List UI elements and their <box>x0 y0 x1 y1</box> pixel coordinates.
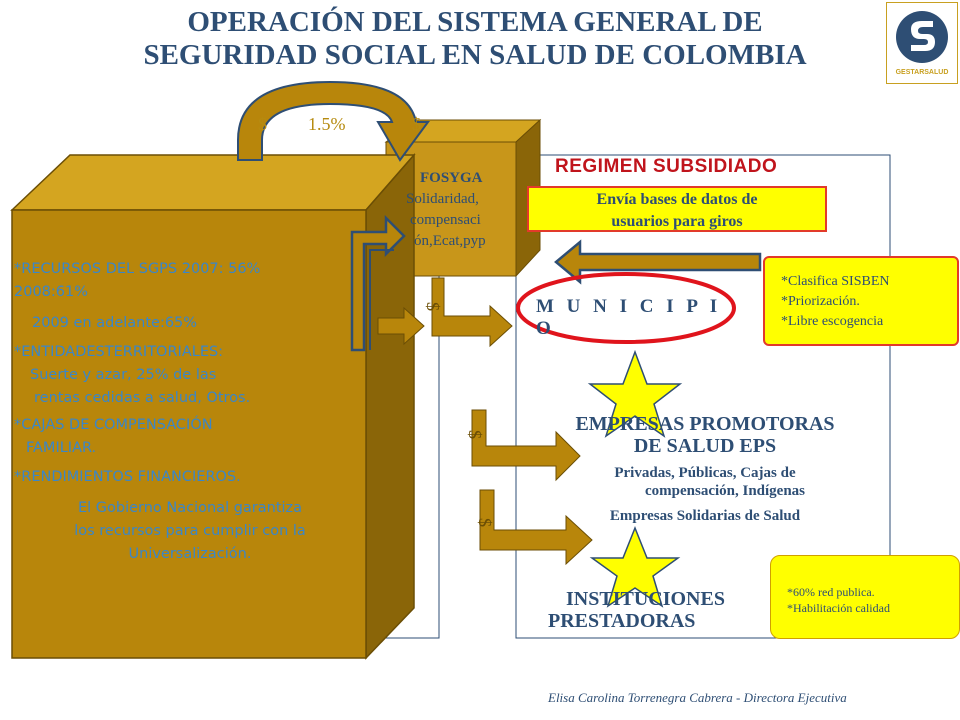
footer-author: Elisa Carolina Torrenegra Cabrera - Directora Ejecutiva <box>548 690 847 705</box>
title-line-1: OPERACIÓN DEL SISTEMA GENERAL DE <box>187 6 763 38</box>
resources-line: rentas cedidas a salud, Otros. <box>34 390 251 406</box>
resources-list <box>14 258 366 658</box>
eps-title <box>540 413 870 457</box>
resources-line: Universalización. <box>128 546 252 562</box>
ips-label <box>548 588 788 632</box>
eps-types <box>560 464 850 500</box>
resources-line: *RENDIMIENTOS FINANCIEROS. <box>14 469 241 485</box>
ips-line-2: PRESTADORAS <box>548 610 696 632</box>
municipio-label: M U N I C I P I O <box>536 296 722 339</box>
flow-currency-municipio: $ <box>423 302 443 311</box>
title-line-2: SEGURIDAD SOCIAL EN SALUD DE COLOMBIA <box>143 39 807 71</box>
eps-title-line-1: EMPRESAS PROMOTORAS <box>575 413 835 435</box>
logo-text: GESTARSALUD <box>895 69 949 76</box>
eps-types-line-2: compensación, Indígenas <box>644 483 806 499</box>
resources-line: Suerte y azar, 25% de las <box>30 367 217 383</box>
regimen-label: REGIMEN SUBSIDIADO <box>555 156 778 177</box>
eps-title-line-2: DE SALUD EPS <box>633 435 777 457</box>
municipio-function-item: *Priorización. <box>781 294 860 309</box>
municipio-function-item: *Clasifica SISBEN <box>781 274 890 289</box>
resources-line: El Gobierno Nacional garantiza <box>77 500 303 516</box>
flow-currency-eps: $ <box>465 430 485 439</box>
fosyga-line-1: Solidaridad, <box>406 191 479 207</box>
fosyga-line-2: compensaci <box>410 212 481 228</box>
transfer-currency-right: $ <box>412 114 421 134</box>
ips-notes-box <box>770 555 960 639</box>
envia-line-1: Envía bases de datos de <box>596 191 758 208</box>
ips-note-item: *60% red publica. <box>787 585 875 599</box>
eps-solidarias: Empresas Solidarias de Salud <box>609 508 801 524</box>
resources-line: FAMILIAR. <box>26 440 97 456</box>
ips-line-1: INSTITUCIONES <box>566 588 725 610</box>
fosyga-label <box>400 168 516 252</box>
flow-currency-ips: $ <box>475 518 495 527</box>
municipio-functions-box <box>763 256 959 346</box>
fosyga-title: FOSYGA <box>420 170 483 186</box>
envia-line-2: usuarios para giros <box>611 213 743 230</box>
fosyga-to-municipio-arrow <box>432 278 512 346</box>
resources-line: *CAJAS DE COMPENSACIÓN <box>14 417 213 433</box>
transfer-percent: 1.5% <box>308 114 346 134</box>
envia-box <box>527 186 827 232</box>
eps-types-line-1: Privadas, Públicas, Cajas de <box>614 465 796 481</box>
resources-line: los recursos para cumplir con la <box>74 523 306 539</box>
municipio-function-item: *Libre escogencia <box>781 314 884 329</box>
resources-box-top <box>12 155 414 210</box>
resources-line: *RECURSOS DEL SGPS 2007: 56% <box>14 261 261 277</box>
resources-line: *ENTIDADESTERRITORIALES: <box>14 344 224 360</box>
resources-line: 2008:61% <box>14 284 89 300</box>
fosyga-line-3: ón,Ecat,pyp <box>414 233 486 249</box>
ips-note-item: *Habilitación calidad <box>787 601 890 615</box>
transfer-currency-left: $ <box>258 114 267 134</box>
resources-line: 2009 en adelante:65% <box>32 315 198 331</box>
